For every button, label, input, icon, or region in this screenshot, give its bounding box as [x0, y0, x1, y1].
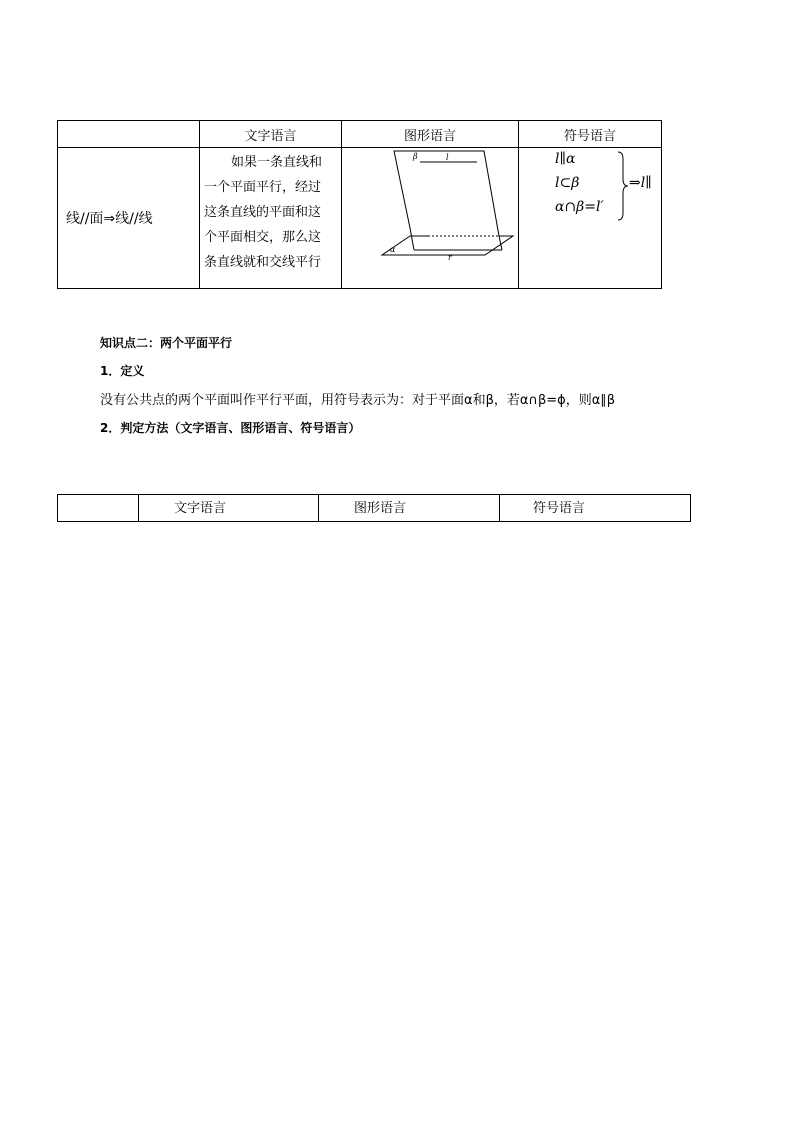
header-graphic-language: 图形语言 — [342, 121, 519, 148]
symbol-line-2: l⊂β — [555, 175, 580, 191]
table-header-row — [58, 121, 662, 148]
subheading-definition: 1．定义 — [100, 364, 145, 378]
text-language-cell — [200, 148, 342, 289]
symbol-line-1: l∥α — [555, 151, 576, 167]
text-line: 条直线就和交线平行 — [204, 255, 322, 270]
symbol-line-3: α∩β=l′ — [555, 199, 604, 215]
subheading-methods: 2．判定方法（文字语言、图形语言、符号语言） — [100, 421, 361, 435]
table-header-row — [58, 495, 691, 522]
symbol-language-cell — [519, 148, 662, 289]
text-line: 这条直线的平面和这 — [204, 205, 322, 220]
right-brace — [617, 151, 629, 221]
header-empty — [58, 121, 200, 148]
symbol-result: ⇒l∥ — [629, 175, 652, 191]
table-line-plane-parallel — [57, 120, 662, 289]
header-symbol-language: 符号语言 — [500, 495, 691, 522]
header-text-language: 文字语言 — [139, 495, 319, 522]
label-beta: β — [413, 152, 418, 161]
row-label-text: 线//面⇒线//线 — [66, 211, 153, 227]
definition-text: 没有公共点的两个平面叫作平行平面，用符号表示为：对于平面α和β，若α∩β=ϕ，则α∥β — [100, 393, 616, 408]
text-line: 个平面相交，那么这 — [204, 230, 322, 245]
table-row — [58, 148, 662, 289]
header-symbol-language: 符号语言 — [519, 121, 662, 148]
label-alpha: α — [390, 245, 396, 254]
text-line: 一个平面平行，经过 — [204, 180, 322, 195]
two-planes-figure — [342, 148, 518, 284]
header-graphic-language: 图形语言 — [319, 495, 500, 522]
text-line: 如果一条直线和 — [231, 155, 323, 170]
label-l: l — [446, 153, 449, 162]
table-plane-plane-parallel — [57, 494, 691, 522]
row-label — [58, 148, 200, 289]
graphic-language-cell — [342, 148, 519, 289]
header-empty — [58, 495, 139, 522]
text-language-content — [204, 150, 337, 275]
header-text-language: 文字语言 — [200, 121, 342, 148]
section-title: 知识点二：两个平面平行 — [100, 336, 233, 350]
label-r: r — [448, 253, 452, 262]
